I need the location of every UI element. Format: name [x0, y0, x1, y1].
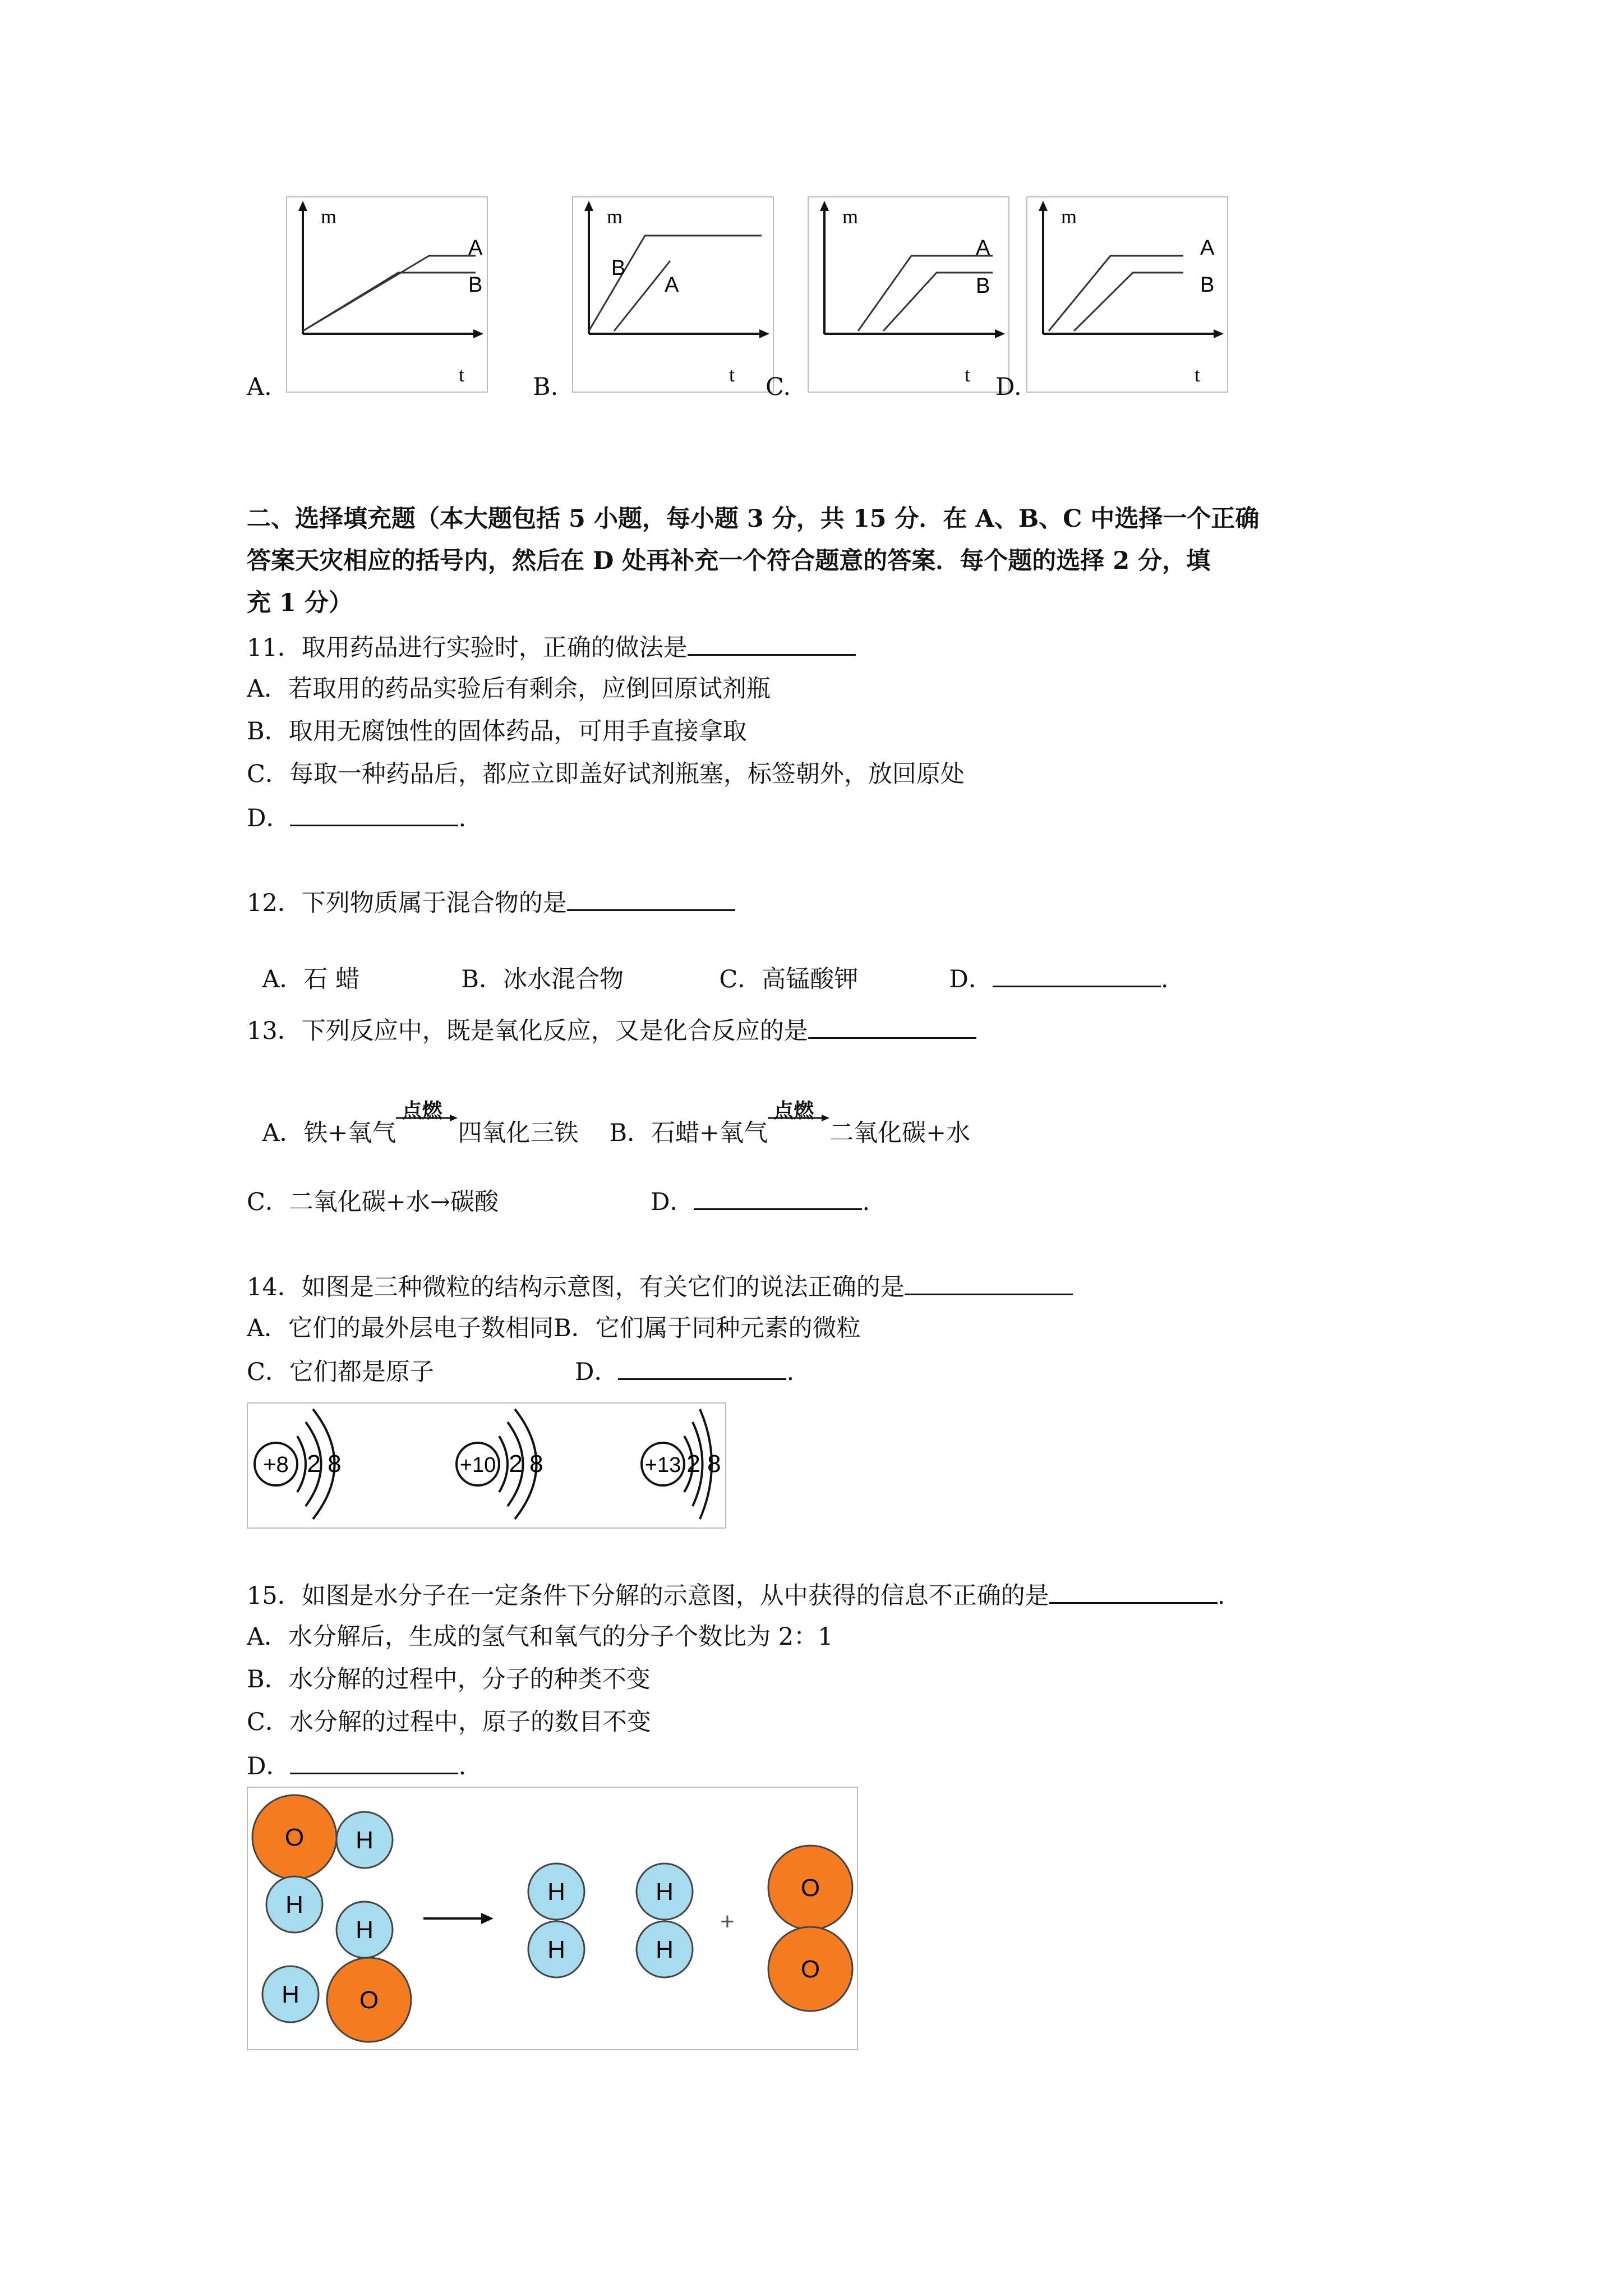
reaction-arrow	[396, 1099, 458, 1150]
reaction-condition: 点燃	[402, 1099, 442, 1122]
q13-option-c: C．二氧化碳+水→碳酸	[247, 1188, 499, 1216]
q11-option-c: C．每取一种药品后，都应立即盖好试剂瓶塞，标签朝外，放回原处	[247, 760, 965, 788]
q14-stem-text: 14．如图是三种微粒的结构示意图，有关它们的说法正确的是	[247, 1273, 905, 1301]
q15-stem: 15．如图是水分子在一定条件下分解的示意图，从中获得的信息不正确的是 .	[247, 1577, 1225, 1613]
q12-option-d-blank[interactable]	[993, 961, 1161, 987]
q13-option-a-product: 四氧化三铁	[458, 1119, 579, 1147]
nucleus-charge: +13	[644, 1453, 681, 1477]
graph-a	[286, 196, 488, 393]
q13-option-d: D．	[651, 1188, 694, 1216]
section-heading-line-2: 答案天灾相应的括号内，然后在 D 处再补充一个符合题意的答案．每个题的选择 2 分，填	[247, 547, 1211, 575]
graph-option-b-label: B.	[533, 373, 559, 401]
q14-option-c: C．它们都是原子	[247, 1358, 434, 1386]
graph-b	[572, 196, 774, 393]
hydrogen-atom	[266, 1876, 322, 1932]
q12-options: A．石 蜡 B．冰水混合物 C．高锰酸钾 D． .	[247, 927, 1169, 996]
hydrogen-atom	[637, 1864, 693, 1920]
plus-sign: +	[720, 1908, 735, 1935]
section-heading-line-3: 充 1 分）	[247, 589, 353, 617]
q13-option-b-reactants: B．石蜡+氧气	[609, 1119, 768, 1147]
q14-option-b: B．它们属于同种元素的微粒	[554, 1314, 861, 1342]
q14-option-d: D．	[575, 1358, 619, 1386]
oxygen-atom	[327, 1958, 411, 2042]
q12-stem-text: 12．下列物质属于混合物的是	[247, 889, 567, 917]
q15-stem-text: 15．如图是水分子在一定条件下分解的示意图，从中获得的信息不正确的是	[247, 1582, 1049, 1610]
nucleus-charge: +8	[263, 1452, 289, 1477]
series-label-a: A	[1200, 236, 1215, 260]
hydrogen-atom	[336, 1902, 393, 1958]
oxygen-atom	[768, 1846, 852, 1930]
q14-answer-blank[interactable]	[905, 1269, 1073, 1295]
series-label-a: A	[976, 236, 990, 260]
q13-option-b-product: 二氧化碳+水	[829, 1119, 971, 1147]
q11-option-b: B．取用无腐蚀性的固体药品，可用手直接拿取	[247, 717, 747, 746]
hydrogen-atom	[336, 1812, 393, 1868]
atom-label: H	[547, 1878, 565, 1906]
q11-option-a: A．若取用的药品实验后有剩余，应倒回原试剂瓶	[247, 675, 771, 703]
q11-option-d-blank[interactable]	[290, 800, 458, 826]
q15-answer-blank[interactable]	[1049, 1577, 1218, 1604]
series-label-b: B	[468, 273, 483, 297]
axis-label-m: m	[607, 205, 623, 228]
axis-label-t: t	[965, 364, 971, 386]
q14-stem	[247, 1269, 1073, 1304]
q11-option-d: D． .	[247, 800, 466, 835]
hydrogen-atom	[637, 1921, 693, 1977]
q11-answer-blank[interactable]	[688, 629, 856, 656]
electron-shells: 2 8	[307, 1450, 342, 1478]
series-label-b: B	[611, 256, 626, 280]
q14-option-d-blank[interactable]	[618, 1354, 786, 1380]
reaction-arrow	[768, 1099, 829, 1150]
series-label-a: A	[468, 236, 483, 260]
axis-label-m: m	[321, 205, 337, 228]
q13-options-ab	[247, 1083, 970, 1150]
q15-option-d-blank[interactable]	[290, 1748, 458, 1774]
q11-stem-text: 11．取用药品进行实验时，正确的做法是	[247, 634, 688, 662]
q12-option-d: D．	[949, 965, 993, 993]
graph-option-d-label: D.	[995, 373, 1022, 401]
atom-label: H	[356, 1826, 374, 1854]
hydrogen-atom	[262, 1966, 319, 2022]
series-label-b: B	[976, 274, 990, 298]
section-heading-line-1: 二、选择填充题（本大题包括 5 小题，每小题 3 分，共 15 分．在 A、B、C 中选择一个正确	[247, 505, 1260, 533]
series-label-a: A	[665, 273, 679, 297]
q12-option-b: B．冰水混合物	[461, 965, 624, 993]
axis-label-t: t	[1195, 364, 1201, 386]
graph-option-c-label: C.	[766, 373, 791, 401]
series-label-b: B	[1200, 273, 1215, 297]
graph-c	[808, 196, 1009, 393]
atom-label: O	[284, 1824, 305, 1851]
q13-stem	[247, 1013, 976, 1048]
q15-option-d-label: D．	[247, 1752, 291, 1780]
atom-label: H	[656, 1936, 674, 1963]
atom-label: H	[547, 1936, 565, 1963]
q14-options-ab	[247, 1312, 861, 1345]
hydrogen-atom	[528, 1921, 584, 1977]
q15-option-c: C．水分解的过程中，原子的数目不变	[247, 1708, 651, 1736]
hydrogen-atom	[528, 1864, 584, 1920]
oxygen-atom	[768, 1927, 852, 2011]
q12-option-c: C．高锰酸钾	[719, 965, 859, 993]
atom-label: H	[656, 1878, 674, 1906]
q12-stem	[247, 885, 735, 920]
water-decomposition-diagram	[247, 1787, 858, 2050]
graph-option-a-label: A.	[247, 373, 272, 401]
axis-label-m: m	[1061, 205, 1077, 228]
reaction-condition: 点燃	[773, 1099, 814, 1122]
q13-stem-text: 13．下列反应中，既是氧化反应，又是化合反应的是	[247, 1017, 808, 1045]
q12-option-a: A．石 蜡	[262, 965, 360, 993]
axis-label-t: t	[729, 364, 735, 386]
atom-label: O	[800, 1874, 820, 1902]
electron-shells: 2 8	[686, 1450, 721, 1478]
atom-label: O	[800, 1955, 820, 1983]
q14-options-cd: C．它们都是原子 D． .	[247, 1354, 794, 1389]
atom-label: H	[356, 1916, 374, 1944]
graph-d	[1026, 196, 1228, 393]
q15-option-a: A．水分解后，生成的氢气和氧气的分子个数比为 2：1	[247, 1623, 833, 1651]
q14-option-a: A．它们的最外层电子数相同	[247, 1314, 554, 1342]
particle-structure-diagram	[247, 1402, 726, 1529]
q12-answer-blank[interactable]	[567, 885, 735, 911]
axis-label-m: m	[842, 205, 859, 228]
q13-option-a-reactants: A．铁+氧气	[262, 1119, 396, 1147]
oxygen-atom	[252, 1795, 336, 1879]
atom-label: O	[359, 1986, 379, 2014]
q13-option-d-blank[interactable]	[694, 1184, 862, 1210]
q13-options-cd: C．二氧化碳+水→碳酸 D． .	[247, 1184, 870, 1219]
nucleus-charge: +10	[459, 1453, 496, 1477]
electron-shells: 2 8	[509, 1450, 543, 1478]
q15-option-b: B．水分解的过程中，分子的种类不变	[247, 1665, 651, 1694]
q11-option-d-label: D．	[247, 804, 291, 832]
atom-label: H	[282, 1981, 299, 2008]
q15-option-d: D． .	[247, 1748, 466, 1783]
axis-label-t: t	[459, 364, 465, 386]
q11-stem	[247, 629, 856, 665]
q13-answer-blank[interactable]	[808, 1013, 976, 1039]
atom-label: H	[285, 1891, 303, 1918]
